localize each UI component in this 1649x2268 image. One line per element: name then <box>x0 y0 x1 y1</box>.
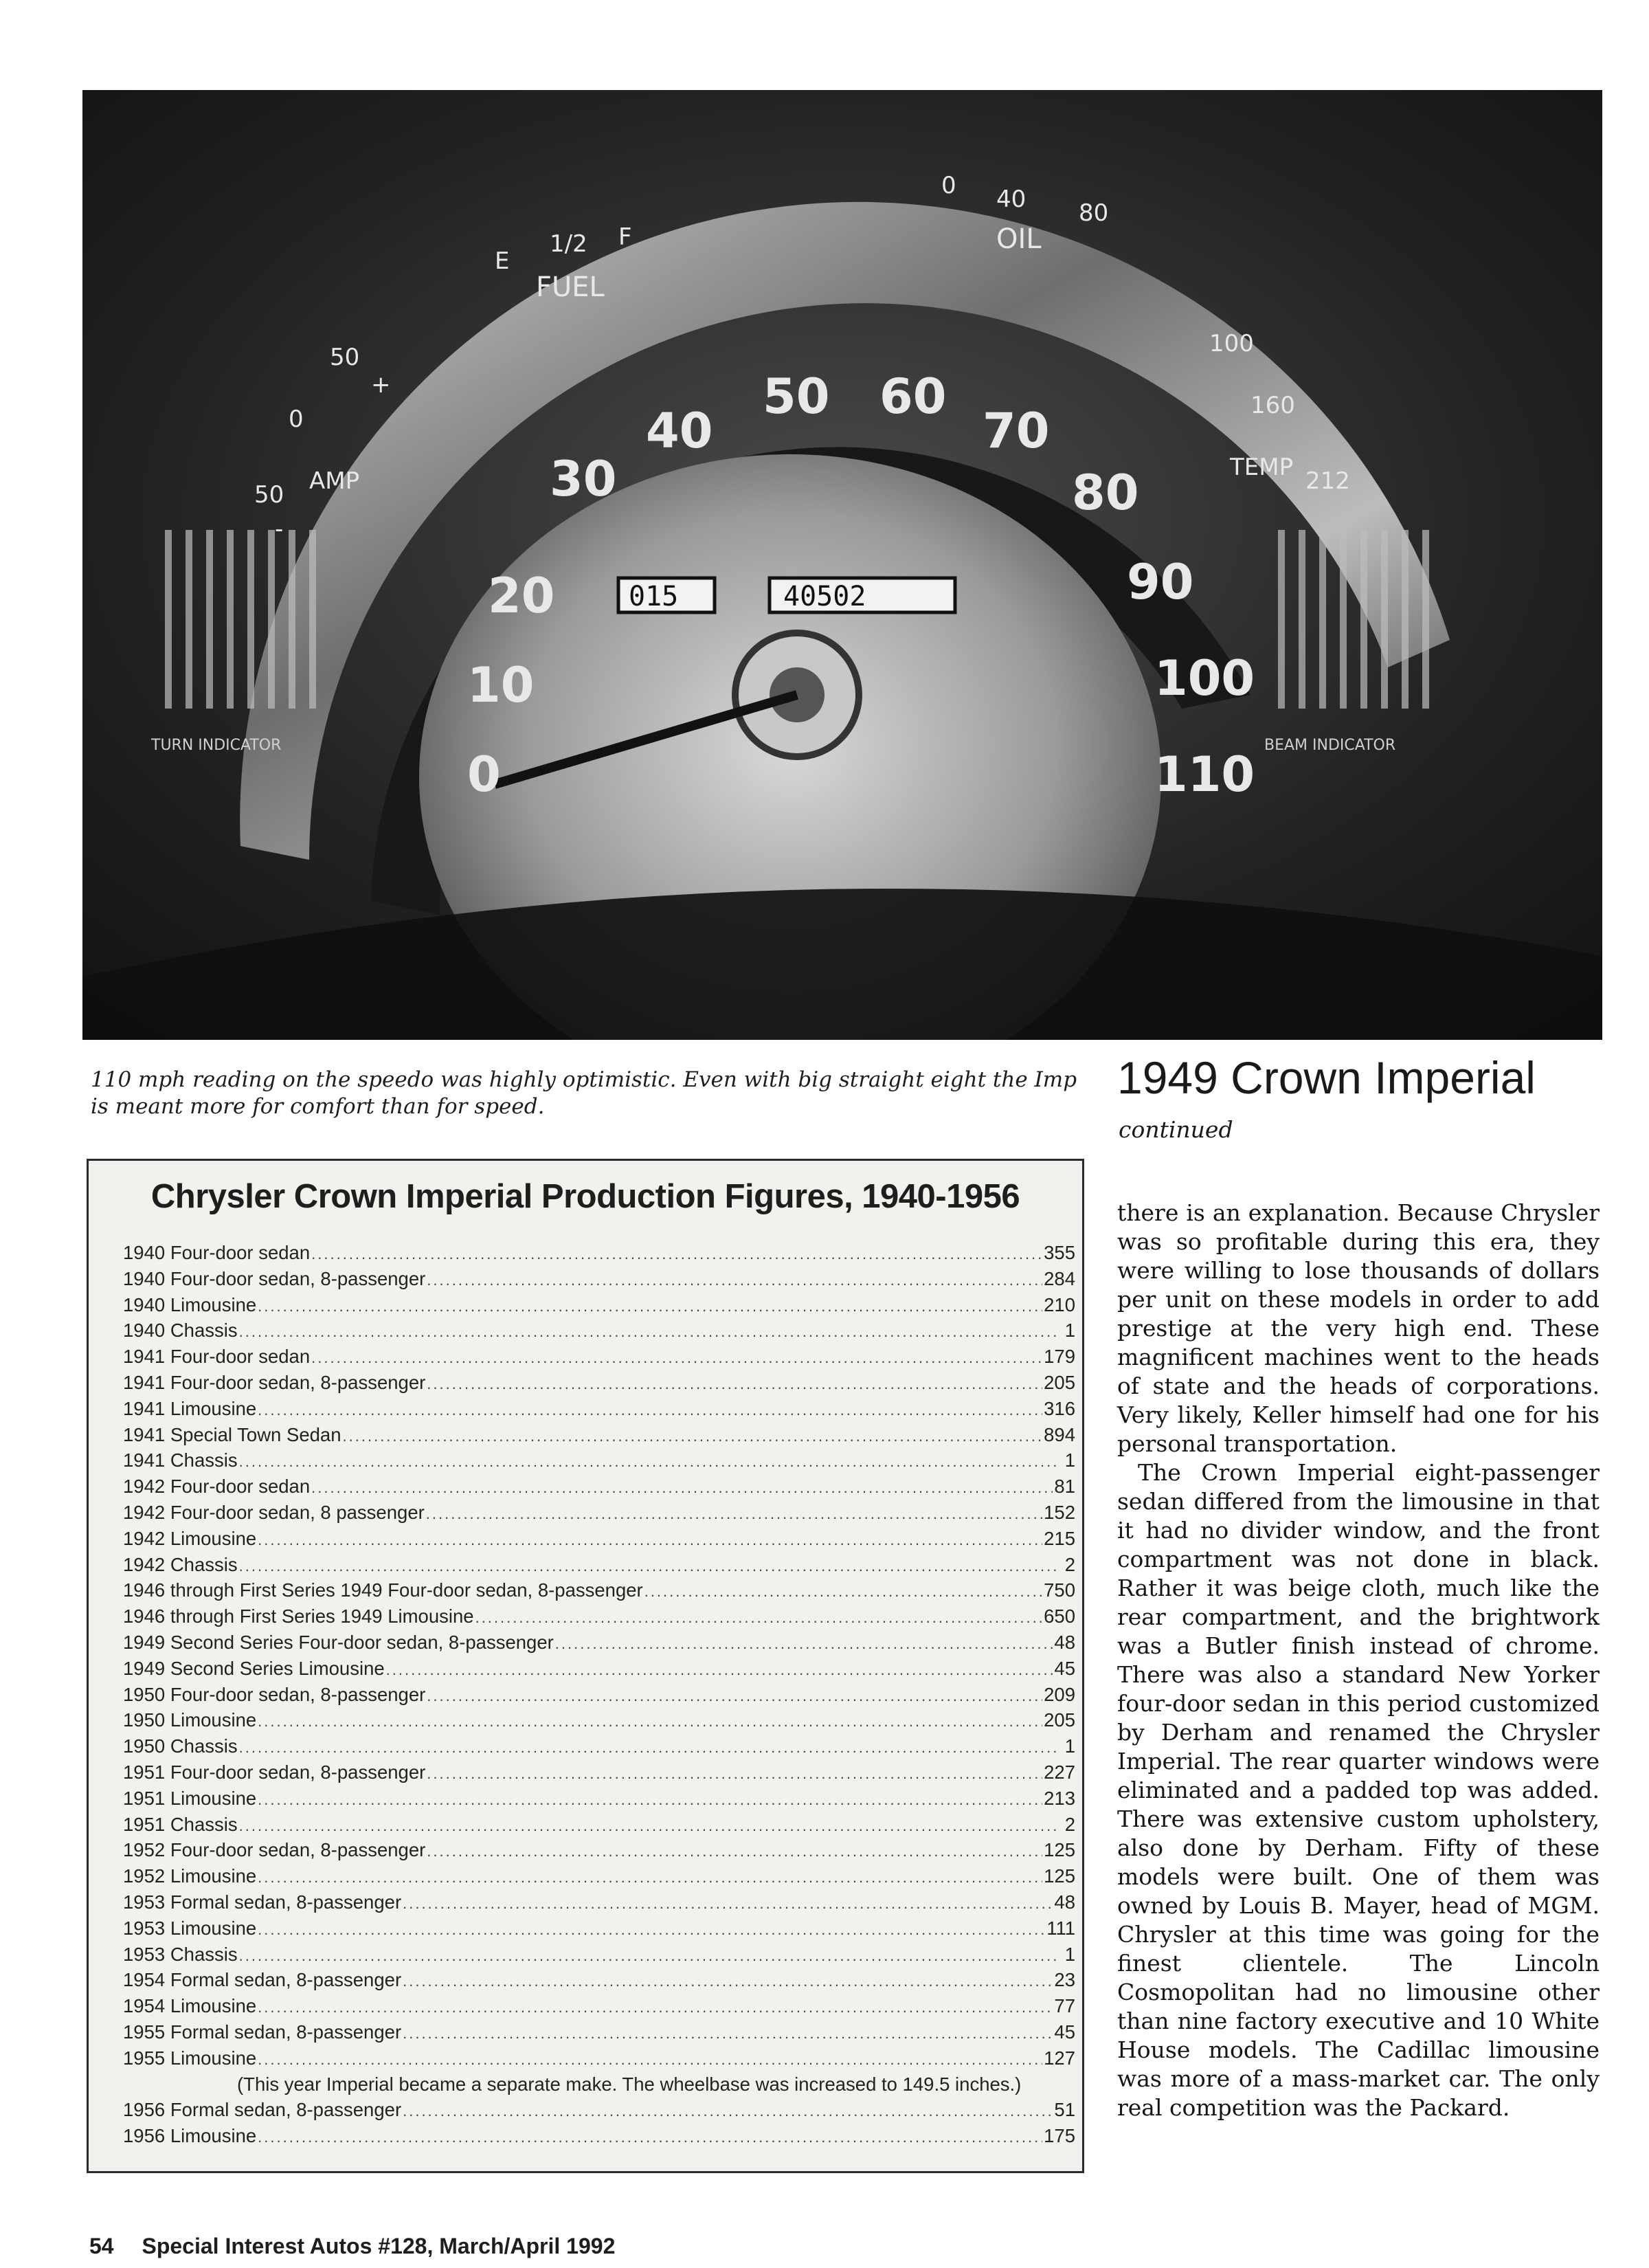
speed-tick: 0 <box>467 746 501 803</box>
production-row <box>123 1658 1075 1684</box>
trip-odometer: 015 <box>629 581 679 612</box>
production-row-value: 51 <box>1054 2099 1075 2121</box>
dot-leader <box>403 1895 1053 1913</box>
dot-leader <box>239 1947 1060 1965</box>
production-row <box>123 1320 1075 1346</box>
production-row <box>123 1917 1075 1944</box>
production-row <box>123 2021 1075 2047</box>
dot-leader <box>258 1713 1042 1731</box>
dot-leader <box>258 2128 1042 2146</box>
production-row-label: 1942 Limousine <box>123 1527 257 1549</box>
dashboard-photo <box>82 90 1602 1040</box>
production-row-label: 1941 Limousine <box>123 1397 257 1419</box>
production-row-value: 205 <box>1044 1371 1075 1393</box>
production-row <box>123 1346 1075 1372</box>
production-row-value: 355 <box>1044 1242 1075 1263</box>
oil-label-40: 40 <box>996 186 1027 213</box>
production-row-label: 1951 Limousine <box>123 1787 257 1809</box>
production-row <box>123 1242 1075 1268</box>
production-row-label: 1950 Four-door sedan, 8-passenger <box>123 1683 426 1705</box>
temp-label-160: 160 <box>1250 392 1295 419</box>
production-row <box>123 1372 1075 1398</box>
dot-leader <box>258 1791 1042 1809</box>
production-row-label: 1949 Second Series Limousine <box>123 1657 385 1679</box>
dot-leader <box>239 1557 1060 1575</box>
production-row-label: 1941 Four-door sedan <box>123 1346 311 1368</box>
production-row-value: 2 <box>1064 1553 1075 1575</box>
production-row-value: 175 <box>1044 2125 1075 2147</box>
fuel-label-half: 1/2 <box>550 230 587 258</box>
production-row-label: 1953 Chassis <box>123 1943 238 1965</box>
turn-indicator-label: TURN INDICATOR <box>151 737 282 754</box>
dot-leader <box>258 1531 1042 1549</box>
production-row-label: 1954 Limousine <box>123 1995 257 2017</box>
production-row <box>123 2099 1075 2125</box>
dot-leader <box>427 1271 1042 1289</box>
production-row-label: 1951 Chassis <box>123 1813 238 1835</box>
dot-leader <box>426 1505 1042 1523</box>
production-row-label: 1949 Second Series Four-door sedan, 8-passenger <box>123 1631 554 1653</box>
production-row-value: 2 <box>1064 1813 1075 1835</box>
speed-tick: 50 <box>763 368 830 425</box>
dot-leader <box>427 1843 1042 1860</box>
production-row <box>123 1398 1075 1424</box>
production-row <box>123 1268 1075 1294</box>
production-row <box>123 2047 1075 2074</box>
production-row-value: 45 <box>1054 1657 1075 1679</box>
production-row-value: 1 <box>1064 1943 1075 1965</box>
production-row-value: 316 <box>1044 1397 1075 1419</box>
production-row <box>123 1476 1075 1502</box>
temp-label: TEMP <box>1230 454 1294 481</box>
production-row <box>123 1579 1075 1605</box>
amp-plus: + <box>371 371 391 399</box>
production-figures-list <box>123 1242 1075 2151</box>
photo-caption: 110 mph reading on the speedo was highly optimistic. Even with big straight eight the Imp is meant more for comfort than for speed. <box>91 1067 1077 1119</box>
production-row-value: 45 <box>1054 2021 1075 2043</box>
production-row <box>123 1632 1075 1658</box>
production-row-label: 1940 Four-door sedan, 8-passenger <box>123 1267 426 1289</box>
temp-label-100: 100 <box>1209 330 1254 357</box>
production-row-label: 1946 through First Series 1949 Limousine <box>123 1605 474 1627</box>
production-row <box>123 1528 1075 1554</box>
production-row-value: 205 <box>1044 1709 1075 1731</box>
amp-minus: - <box>275 515 284 543</box>
production-row <box>123 1735 1075 1761</box>
dot-leader <box>403 1972 1053 1990</box>
production-row-value: 209 <box>1044 1683 1075 1705</box>
oil-label-80: 80 <box>1079 199 1109 227</box>
production-row-label: 1953 Formal sedan, 8-passenger <box>123 1891 402 1913</box>
dot-leader <box>239 1817 1060 1835</box>
production-row-value: 1 <box>1064 1735 1075 1757</box>
production-row-label: 1952 Limousine <box>123 1865 257 1887</box>
dot-leader <box>258 1401 1042 1419</box>
production-row <box>123 1449 1075 1476</box>
dot-leader <box>311 1349 1042 1367</box>
publication-info: Special Interest Autos #128, March/April 1992 <box>142 2234 616 2258</box>
dot-leader <box>239 1453 1060 1471</box>
production-figures-title: Chrysler Crown Imperial Production Figures, 1940-1956 <box>150 1178 1020 1215</box>
dot-leader <box>311 1479 1053 1497</box>
production-row <box>123 1969 1075 1995</box>
production-row-value: 650 <box>1044 1605 1075 1627</box>
production-figures-box <box>87 1159 1084 2173</box>
production-row-value: 127 <box>1044 2047 1075 2069</box>
article-subtitle: continued <box>1119 1116 1233 1143</box>
production-row <box>123 1709 1075 1735</box>
production-row-label: 1942 Four-door sedan <box>123 1476 311 1498</box>
production-row-label: 1940 Four-door sedan <box>123 1242 311 1263</box>
production-row-value: 210 <box>1044 1293 1075 1315</box>
production-row-value: 227 <box>1044 1761 1075 1783</box>
speed-tick: 90 <box>1127 554 1194 610</box>
article-body <box>1117 1199 1600 2122</box>
speed-tick: 10 <box>467 657 535 713</box>
dot-leader <box>258 2051 1042 2069</box>
production-note: (This year Imperial became a separate make. The wheelbase was increased to 149.5 inches.) <box>237 2073 1022 2095</box>
speed-tick: 60 <box>879 368 947 425</box>
amp-label-0: 0 <box>289 405 304 433</box>
dot-leader <box>311 1245 1042 1263</box>
production-row-value: 152 <box>1044 1501 1075 1523</box>
amp-label-50-neg: 50 <box>254 481 284 509</box>
odometer: 40502 <box>783 581 866 612</box>
body-paragraph: The Crown Imperial eight-passenger sedan differed from the limousine in that it had no divider window, and the front compartment was not done in black. Rather it was beige cloth, much like the rear compartment, and the brightwork was a Butler finish instead of chrome. There was also a standard New Yorker four-door sedan in this period customized by Derham and renamed the Chrysler Imperial. The rear quarter windows were eliminated and a padded top was added. There was extensive custom upholstery, also done by Derham. Fifty of these models were built. One of them was owned by Louis B. Mayer, head of MGM. Chrysler at this time was going for the finest clientele. The Lincoln Cosmopolitan had no limousine other than nine factory executive and 10 White House models. The Cadillac limousine was more of a mass-market car. The only real competition was the Packard. <box>1117 1459 1600 2121</box>
production-row <box>123 1294 1075 1320</box>
production-row-label: 1951 Four-door sedan, 8-passenger <box>123 1761 426 1783</box>
oil-label: OIL <box>996 223 1042 255</box>
dot-leader <box>427 1687 1042 1705</box>
production-row-label: 1950 Chassis <box>123 1735 238 1757</box>
page-footer <box>89 2234 615 2259</box>
fuel-label-f: F <box>618 223 632 251</box>
speed-tick: 110 <box>1154 746 1255 803</box>
production-row-value: 894 <box>1044 1423 1075 1445</box>
speed-tick: 100 <box>1154 650 1255 707</box>
speed-tick: 30 <box>550 451 617 507</box>
production-row-label: 1942 Four-door sedan, 8 passenger <box>123 1501 425 1523</box>
beam-indicator-label: BEAM INDICATOR <box>1264 737 1396 754</box>
production-row <box>123 2125 1075 2151</box>
production-row-label: 1946 through First Series 1949 Four-door sedan, 8-passenger <box>123 1579 643 1601</box>
speed-tick: 80 <box>1072 465 1139 521</box>
page-number: 54 <box>89 2234 114 2258</box>
production-row-label: 1955 Formal sedan, 8-passenger <box>123 2021 402 2043</box>
production-row-value: 213 <box>1044 1787 1075 1809</box>
production-row-label: 1942 Chassis <box>123 1553 238 1575</box>
temp-label-212: 212 <box>1305 467 1350 495</box>
production-row <box>123 1424 1075 1450</box>
dot-leader <box>258 1999 1053 2016</box>
speed-tick: 70 <box>983 403 1050 459</box>
dot-leader <box>427 1375 1042 1393</box>
production-row-value: 111 <box>1046 1917 1075 1939</box>
dot-leader <box>475 1609 1043 1627</box>
production-row-label: 1955 Limousine <box>123 2047 257 2069</box>
production-row-value: 23 <box>1054 1969 1075 1991</box>
production-row <box>123 1554 1075 1580</box>
speedometer-illustration <box>82 90 1602 1040</box>
dot-leader <box>239 1323 1060 1341</box>
production-row <box>123 1502 1075 1528</box>
production-row-label: 1950 Limousine <box>123 1709 257 1731</box>
production-row-value: 750 <box>1044 1579 1075 1601</box>
dot-leader <box>239 1739 1060 1757</box>
production-row-value: 1 <box>1064 1320 1075 1342</box>
article-title: 1949 Crown Imperial <box>1117 1052 1536 1103</box>
body-paragraph: there is an explanation. Because Chrysler was so profitable during this era, they were willing to lose thousands of dollars per unit on these models in order to add prestige at the very high end. These magnificent machines went to the heads of state and the heads of corporations. Very likely, Keller himself had one for his personal transportation. <box>1117 1199 1600 1457</box>
production-row-label: 1956 Formal sedan, 8-passenger <box>123 2099 402 2121</box>
fuel-label-e: E <box>495 247 510 275</box>
production-row-value: 48 <box>1054 1631 1075 1653</box>
production-row-value: 1 <box>1064 1449 1075 1471</box>
dot-leader <box>258 1869 1042 1887</box>
amp-label-50-pos: 50 <box>330 344 360 371</box>
dot-leader <box>403 2025 1053 2043</box>
production-row-label: 1956 Limousine <box>123 2125 257 2147</box>
production-row-label: 1940 Chassis <box>123 1320 238 1342</box>
production-row <box>123 1684 1075 1710</box>
production-row <box>123 1761 1075 1788</box>
dot-leader <box>258 1298 1042 1315</box>
dot-leader <box>555 1635 1053 1653</box>
production-row <box>123 1788 1075 1814</box>
production-row-value: 125 <box>1044 1839 1075 1861</box>
production-row-label: 1941 Chassis <box>123 1449 238 1471</box>
production-row <box>123 1605 1075 1632</box>
production-row-label: 1952 Four-door sedan, 8-passenger <box>123 1839 426 1861</box>
dot-leader <box>427 1765 1042 1783</box>
speed-tick: 20 <box>488 568 555 624</box>
production-row-value: 179 <box>1044 1346 1075 1368</box>
production-row <box>123 1839 1075 1865</box>
production-row-value: 77 <box>1054 1995 1075 2017</box>
dot-leader <box>258 1921 1045 1939</box>
speed-tick: 40 <box>646 403 713 459</box>
production-row-label: 1954 Formal sedan, 8-passenger <box>123 1969 402 1991</box>
production-row <box>123 1995 1075 2021</box>
dot-leader <box>386 1661 1053 1679</box>
production-row-value: 125 <box>1044 1865 1075 1887</box>
production-row-value: 284 <box>1044 1267 1075 1289</box>
production-row-label: 1941 Special Town Sedan <box>123 1423 341 1445</box>
production-row-value: 81 <box>1054 1476 1075 1498</box>
production-row <box>123 1865 1075 1891</box>
production-row-label: 1953 Limousine <box>123 1917 257 1939</box>
dot-leader <box>343 1427 1043 1445</box>
oil-label-0: 0 <box>941 172 956 199</box>
production-row-label: 1941 Four-door sedan, 8-passenger <box>123 1371 426 1393</box>
production-row <box>123 1814 1075 1840</box>
production-row-value: 48 <box>1054 1891 1075 1913</box>
production-row-value: 215 <box>1044 1527 1075 1549</box>
production-row <box>123 1944 1075 1970</box>
fuel-label: FUEL <box>536 271 605 303</box>
amp-label: AMP <box>309 467 360 495</box>
dot-leader <box>403 2102 1053 2120</box>
dot-leader <box>644 1583 1042 1601</box>
production-row <box>123 1891 1075 1917</box>
production-row-label: 1940 Limousine <box>123 1293 257 1315</box>
